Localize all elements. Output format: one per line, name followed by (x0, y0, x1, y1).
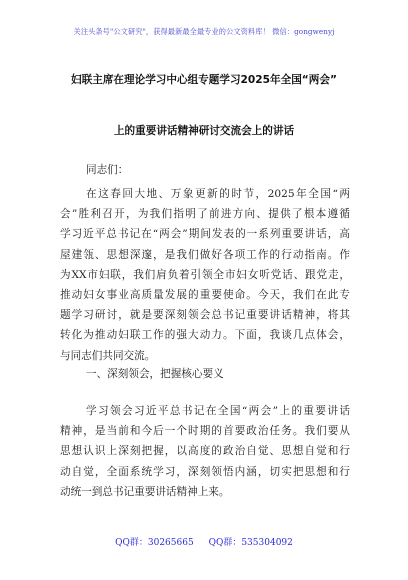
document-title-line-2: 上的重要讲话精神研讨交流会上的讲话 (113, 125, 295, 137)
section-1-heading: 一、深刻领会，把握核心要义 (86, 368, 224, 380)
paragraph-1-line: 屋建瓴、思想深邃，是我们做好各项工作的行动指南。作 (60, 248, 350, 261)
paragraph-2-line: 动统一到总书记重要讲话精神上来。 (60, 485, 230, 498)
footer-qq-group-1: QQ群：30265665 (115, 538, 194, 548)
paragraph-2 (60, 401, 350, 502)
paragraph-1-line: 在这春回大地、万象更新的时节，2025年全国“两 (86, 188, 350, 200)
paragraph-2-line: 学习领会习近平总书记在全国“两会”上的重要讲话 (86, 405, 350, 417)
paragraph-1-line: 与同志们共同交流。 (60, 349, 156, 362)
paragraph-1-line: 转化为推动妇联工作的强大动力。下面，我谈几点体会， (60, 329, 350, 342)
greeting: 同志们： (86, 164, 129, 176)
header-promo-note: 关注头条号"公文研究"，获得最新最全最专业的公文资料库！ 微信：gongwenyj (73, 27, 335, 36)
paragraph-1-line: 学习近平总书记在“两会”期间发表的一系列重要讲话，高 (60, 228, 350, 241)
paragraph-1 (60, 184, 350, 366)
paragraph-2-line: 思想认识上深刻把握，以高度的政治自觉、思想自觉和行 (60, 445, 350, 458)
paragraph-1-line: 题学习研讨，就是要深刻领会总书记重要讲话精神，将其 (60, 309, 350, 322)
paragraph-2-line: 精神，是当前和今后一个时期的首要政治任务。我们要从 (60, 425, 350, 438)
paragraph-1-line: 推动妇女事业高质量发展的重要使命。今天，我们在此专 (60, 288, 350, 301)
footer-qq-group-2: QQ群：535304092 (208, 538, 293, 548)
paragraph-1-line: 为XX市妇联，我们肩负着引领全市妇女听党话、跟党走， (60, 268, 350, 281)
paragraph-2-line: 动自觉，全面系统学习，深刻领悟内涵，切实把思想和行 (60, 465, 350, 478)
paragraph-1-line: 会”胜利召开，为我们指明了前进方向、提供了根本遵循 (60, 208, 350, 221)
footer-contact (0, 535, 408, 548)
document-title-line-1: 妇联主席在理论学习中心组专题学习2025年全国“两会” (71, 74, 337, 86)
